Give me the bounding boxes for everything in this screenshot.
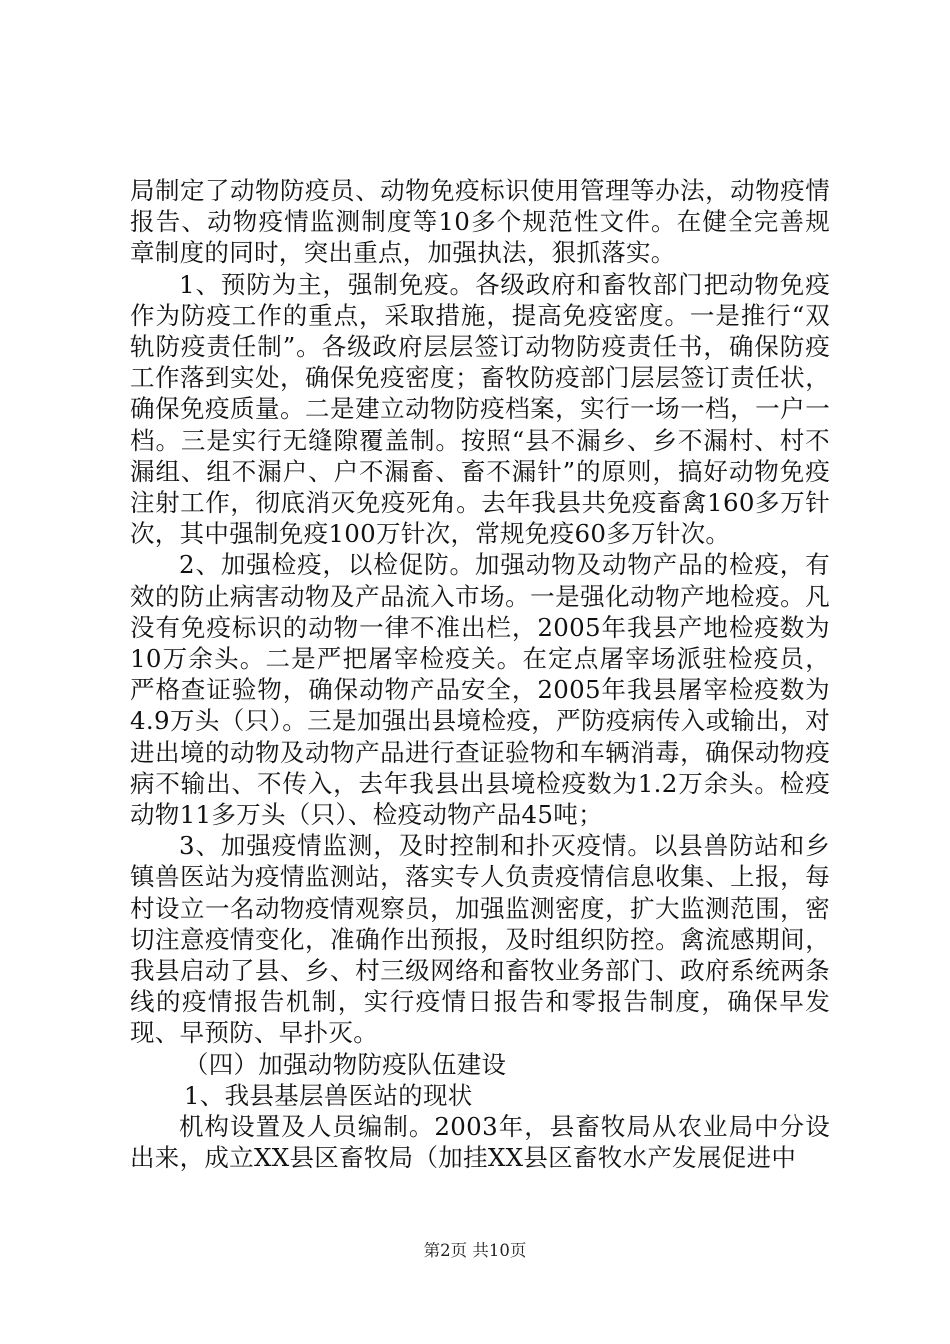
- paragraph-quarantine: 2、加强检疫，以检促防。加强动物及动物产品的检疫，有效的防止病害动物及产品流入市场。一是强化动物产地检疫。凡没有免疫标识的动物一律不准出栏，2005年我县产地检疫数为10万余头。二是严把屠宰检疫关。在定点屠宰场派驻检疫员，严格查证验物，确保动物产品安全，2005年我县屠宰检疫数为4.9万头（只）。三是加强出县境检疫，严防疫病传入或输出，对进出境的动物及动物产品进行查证验物和车辆消毒，确保动物疫病不输出、不传入，去年我县出县境检疫数为1.2万余头。检疫动物11多万头（只）、检疫动物产品45吨；: [130, 550, 830, 830]
- paragraph-prevention-immunization: 1、预防为主，强制免疫。各级政府和畜牧部门把动物免疫作为防疫工作的重点，采取措施，提高免疫密度。一是推行“双轨防疫责任制”。各级政府层层签订动物防疫责任书，确保防疫工作落到实处，确保免疫密度；畜牧防疫部门层层签订责任状，确保免疫质量。二是建立动物防疫档案，实行一场一档，一户一档。三是实行无缝隙覆盖制。按照“县不漏乡、乡不漏村、村不漏组、组不漏户、户不漏畜、畜不漏针”的原则，搞好动物免疫注射工作，彻底消灭免疫死角。去年我县共免疫畜禽160多万针次，其中强制免疫100万针次，常规免疫60多万针次。: [130, 269, 831, 549]
- document-body: [130, 175, 830, 1174]
- paragraph-epidemic-monitoring: 3、加强疫情监测，及时控制和扑灭疫情。以县兽防站和乡镇兽医站为疫情监测站，落实专人负责疫情信息收集、上报，每村设立一名动物疫情观察员，加强监测密度，扩大监测范围，密切注意疫情变化，准确作出预报，及时组织防控。禽流感期间，我县启动了县、乡、村三级网络和畜牧业务部门、政府系统两条线的疫情报告机制，实行疫情日报告和零报告制度，确保早发现、早预防、早扑灭。: [130, 831, 830, 1048]
- paragraph-organization-staffing: 机构设置及人员编制。2003年，县畜牧局从农业局中分设出来，成立XX县区畜牧局（加挂XX县区畜牧水产发展促进中: [130, 1112, 830, 1173]
- subheading-vet-station-status: 1、我县基层兽医站的现状: [183, 1080, 473, 1110]
- section-heading-team-building: （四）加强动物防疫队伍建设: [183, 1049, 507, 1079]
- page-footer: 第2页 共10页: [423, 1241, 527, 1260]
- paragraph-regulations-continued: 局制定了动物防疫员、动物免疫标识使用管理等办法，动物疫情报告、动物疫情监测制度等10多个规范性文件。在健全完善规章制度的同时，突出重点，加强执法，狠抓落实。: [130, 176, 830, 268]
